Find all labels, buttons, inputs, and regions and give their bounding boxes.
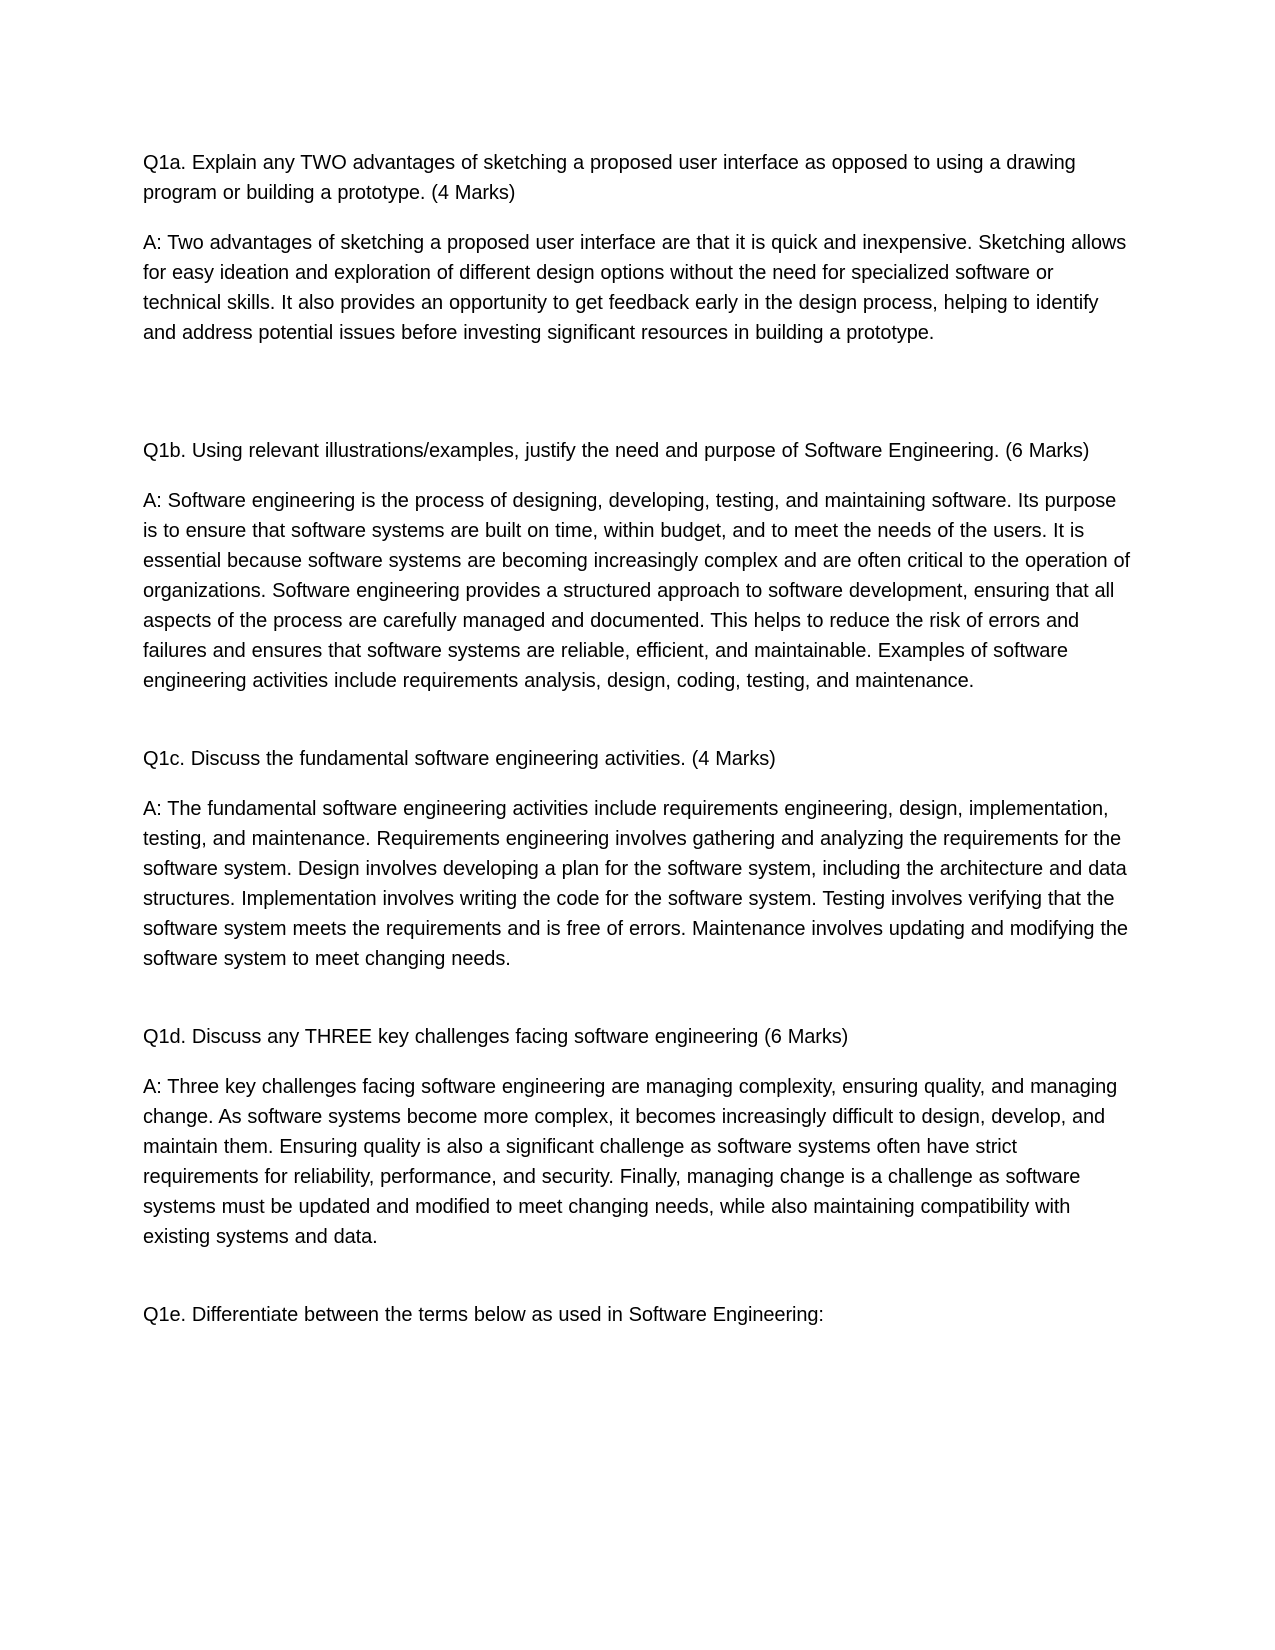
qa-section-q1b xyxy=(143,436,1136,696)
answer-text-q1c: A: The fundamental software engineering activities include requirements engineering, design, implementation, testing, and maintenance. Requirements engineering involves gathering and analyzing the requirements for the software system. Design involves developing a plan for the software system, including the architecture and data structures. Implementation involves writing the code for the software system. Testing involves verifying that the software system meets the requirements and is free of errors. Maintenance involves updating and modifying the software system to meet changing needs. xyxy=(143,798,1134,970)
qa-section-q1a xyxy=(143,148,1133,348)
answer-text-q1b: A: Software engineering is the process of designing, developing, testing, and maintaining software. Its purpose is to ensure that software systems are built on time, within budget, and to meet the needs of the users. It is essential because software systems are becoming increasingly complex and are often critical to the operation of organizations. Software engineering provides a structured approach to software development, ensuring that all aspects of the process are carefully managed and documented. This helps to reduce the risk of errors and failures and ensures that software systems are reliable, efficient, and maintainable. Examples of software engineering activities include requirements analysis, design, coding, testing, and maintenance. xyxy=(143,490,1136,692)
qa-section-q1c xyxy=(143,744,1134,974)
question-text-q1b: Q1b. Using relevant illustrations/examples, justify the need and purpose of Software Engineering. (6 Marks) xyxy=(143,440,1090,462)
question-text-q1a: Q1a. Explain any TWO advantages of sketching a proposed user interface as opposed to using a drawing program or building a prototype. (4 Marks) xyxy=(143,152,1082,204)
question-text-q1e: Q1e. Differentiate between the terms below as used in Software Engineering: xyxy=(143,1304,824,1326)
answer-text-q1a: A: Two advantages of sketching a proposed user interface are that it is quick and inexpensive. Sketching allows for easy ideation and exploration of different design options without the need for specialized software or technical skills. It also provides an opportunity to get feedback early in the design process, helping to identify and address potential issues before investing significant resources in building a prototype. xyxy=(143,232,1133,344)
question-text-q1c: Q1c. Discuss the fundamental software engineering activities. (4 Marks) xyxy=(143,748,776,770)
question-text-q1d: Q1d. Discuss any THREE key challenges facing software engineering (6 Marks) xyxy=(143,1026,849,1048)
qa-section-q1e xyxy=(143,1300,1130,1330)
qa-section-q1d xyxy=(143,1022,1130,1252)
answer-text-q1d: A: Three key challenges facing software engineering are managing complexity, ensuring quality, and managing change. As software systems become more complex, it becomes increasingly difficult to design, develop, and maintain them. Ensuring quality is also a significant challenge as software systems often have strict requirements for reliability, performance, and security. Finally, managing change is a challenge as software systems must be updated and modified to meet changing needs, while also maintaining compatibility with existing systems and data. xyxy=(143,1076,1124,1248)
